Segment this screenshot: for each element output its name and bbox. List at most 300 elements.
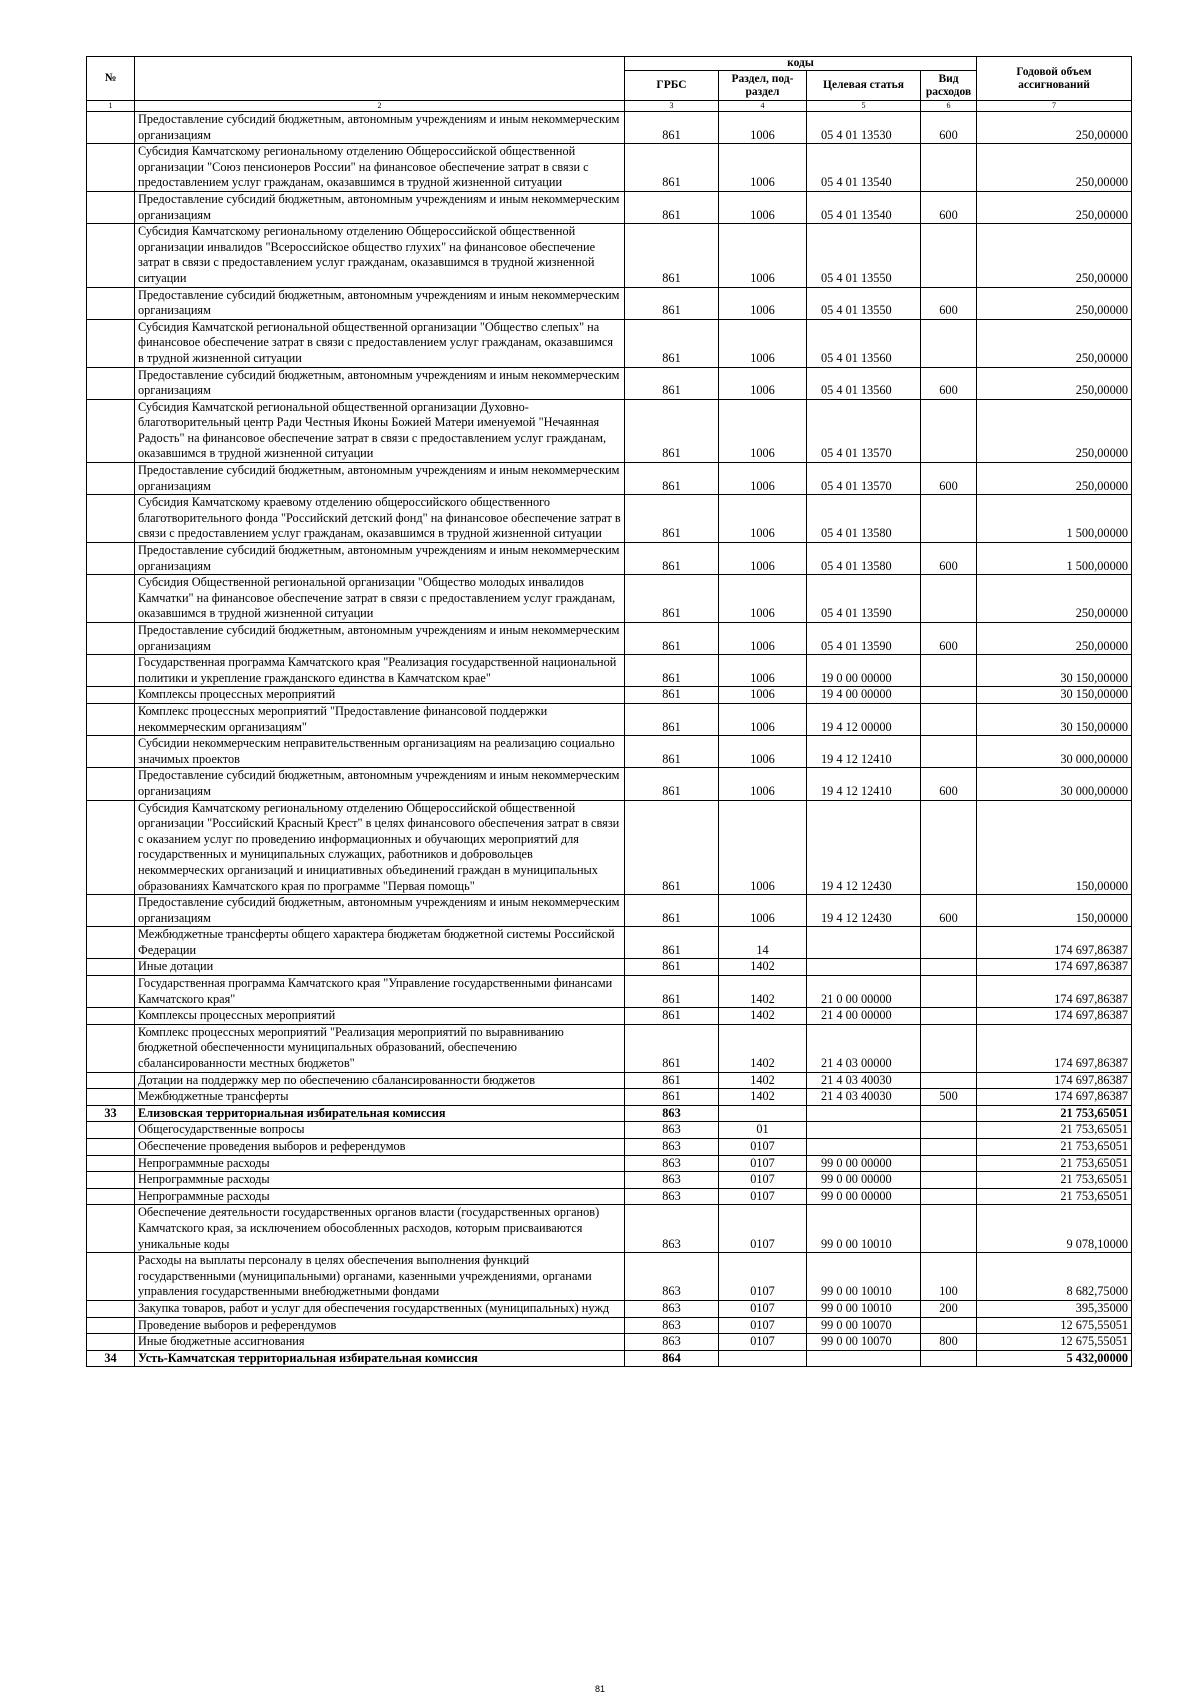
table-row [87,224,1132,287]
item-name: Комплексы процессных мероприятий [135,1008,625,1025]
table-row [87,1024,1132,1072]
grbs-code: 861 [625,1072,719,1089]
table-row [87,927,1132,959]
column-number: 2 [135,101,625,112]
row-number [87,959,135,976]
column-number: 5 [807,101,921,112]
row-number [87,1155,135,1172]
expense-type-code [921,655,977,687]
item-name: Непрограммные расходы [135,1172,625,1189]
target-article-code: 99 0 00 00000 [807,1172,921,1189]
table-row [87,1008,1132,1025]
row-number [87,112,135,144]
row-number [87,367,135,399]
grbs-code: 861 [625,736,719,768]
budget-table [86,56,1132,1367]
annual-amount: 21 753,65051 [977,1105,1132,1122]
table-row [87,768,1132,800]
grbs-code: 863 [625,1155,719,1172]
target-article-code: 19 4 12 12430 [807,895,921,927]
item-name: Предоставление субсидий бюджетным, автономным учреждениям и иным некоммерческим организациям [135,287,625,319]
razdel-code: 1402 [719,959,807,976]
header-grbs: ГРБС [625,71,719,101]
item-name: Общегосударственные вопросы [135,1122,625,1139]
razdel-code: 1006 [719,736,807,768]
item-name: Комплекс процессных мероприятий "Реализация мероприятий по выравниванию бюджетной обеспеченности муниципальных образований, обеспечению сбалансированности местных бюджетов" [135,1024,625,1072]
annual-amount: 21 753,65051 [977,1188,1132,1205]
annual-amount: 250,00000 [977,319,1132,367]
annual-amount: 9 078,10000 [977,1205,1132,1253]
annual-amount: 150,00000 [977,895,1132,927]
grbs-code: 861 [625,191,719,223]
item-name: Субсидия Камчатскому краевому отделению общероссийского общественного благотворительного фонда "Российский детский фонд" на финансовое обеспечение затрат в связи с предоставлением услуг гражданам, оказавшимся в трудной жизненной ситуации [135,495,625,543]
table-row [87,800,1132,895]
target-article-code: 99 0 00 00000 [807,1155,921,1172]
target-article-code: 05 4 01 13530 [807,112,921,144]
table-row [87,1188,1132,1205]
expense-type-code [921,703,977,735]
expense-type-code: 600 [921,287,977,319]
table-row [87,1172,1132,1189]
expense-type-code: 600 [921,895,977,927]
item-name: Межбюджетные трансферты общего характера бюджетам бюджетной системы Российской Федерации [135,927,625,959]
annual-amount: 21 753,65051 [977,1172,1132,1189]
target-article-code: 21 4 03 00000 [807,1024,921,1072]
annual-amount: 1 500,00000 [977,543,1132,575]
table-body [87,112,1132,1367]
razdel-code: 1006 [719,655,807,687]
row-number [87,1122,135,1139]
annual-amount: 12 675,55051 [977,1317,1132,1334]
item-name: Елизовская территориальная избирательная комиссия [135,1105,625,1122]
grbs-code: 861 [625,623,719,655]
item-name: Предоставление субсидий бюджетным, автономным учреждениям и иным некоммерческим организациям [135,543,625,575]
column-number-row [87,101,1132,112]
annual-amount: 174 697,86387 [977,976,1132,1008]
razdel-code: 0107 [719,1139,807,1156]
row-number [87,1317,135,1334]
annual-amount: 174 697,86387 [977,1089,1132,1106]
grbs-code: 861 [625,463,719,495]
expense-type-code: 600 [921,768,977,800]
table-row [87,1350,1132,1367]
razdel-code: 1006 [719,319,807,367]
target-article-code: 05 4 01 13590 [807,575,921,623]
expense-type-code: 600 [921,112,977,144]
target-article-code: 21 4 03 40030 [807,1072,921,1089]
expense-type-code [921,1205,977,1253]
row-number [87,655,135,687]
table-row [87,1334,1132,1351]
row-number [87,1188,135,1205]
table-header [87,57,1132,112]
item-name: Усть-Камчатская территориальная избирательная комиссия [135,1350,625,1367]
target-article-code [807,1350,921,1367]
razdel-code: 1006 [719,399,807,462]
razdel-code: 0107 [719,1334,807,1351]
target-article-code: 99 0 00 00000 [807,1188,921,1205]
target-article-code [807,1105,921,1122]
table-row [87,463,1132,495]
expense-type-code [921,1172,977,1189]
target-article-code [807,959,921,976]
target-article-code: 05 4 01 13550 [807,224,921,287]
item-name: Расходы на выплаты персоналу в целях обеспечения выполнения функций государственными (муниципальными) органами, казенными учреждениями, органами управления государственными внебюджетными фондами [135,1253,625,1301]
grbs-code: 861 [625,319,719,367]
annual-amount: 250,00000 [977,191,1132,223]
grbs-code: 863 [625,1317,719,1334]
grbs-code: 861 [625,1008,719,1025]
annual-amount: 30 000,00000 [977,736,1132,768]
razdel-code: 1006 [719,800,807,895]
row-number [87,703,135,735]
table-row [87,399,1132,462]
row-number [87,1024,135,1072]
item-name: Субсидия Камчатскому региональному отделению Общероссийской общественной организации "Российский Красный Крест" в целях финансового обеспечения затрат в связи с оказанием услуг по проведению информационных и обучающих мероприятий для государственных и муниципальных служащих, работников и добровольцев некоммерческих организаций и инициативных объединений граждан в муниципальных образованиях Камчатского края по программе "Первая помощь" [135,800,625,895]
annual-amount: 250,00000 [977,399,1132,462]
razdel-code [719,1350,807,1367]
annual-amount: 174 697,86387 [977,1024,1132,1072]
expense-type-code: 600 [921,543,977,575]
header-sum: Годовой объем ассигнований [977,57,1132,101]
table-row [87,495,1132,543]
item-name: Предоставление субсидий бюджетным, автономным учреждениям и иным некоммерческим организациям [135,463,625,495]
item-name: Субсидия Камчатскому региональному отделению Общероссийской общественной организации инвалидов "Всероссийское общество глухих" на финансовое обеспечение затрат в связи с предоставлением услуг гражданам, оказавшимся в трудной жизненной ситуации [135,224,625,287]
razdel-code: 1006 [719,495,807,543]
target-article-code [807,1139,921,1156]
annual-amount: 5 432,00000 [977,1350,1132,1367]
table-row [87,1300,1132,1317]
target-article-code: 05 4 01 13560 [807,319,921,367]
razdel-code: 1006 [719,768,807,800]
annual-amount: 250,00000 [977,367,1132,399]
grbs-code: 861 [625,800,719,895]
table-row [87,543,1132,575]
grbs-code: 864 [625,1350,719,1367]
target-article-code: 05 4 01 13560 [807,367,921,399]
razdel-code [719,1105,807,1122]
annual-amount: 30 000,00000 [977,768,1132,800]
razdel-code: 14 [719,927,807,959]
expense-type-code [921,575,977,623]
expense-type-code: 600 [921,623,977,655]
row-number [87,1205,135,1253]
grbs-code: 861 [625,575,719,623]
annual-amount: 250,00000 [977,463,1132,495]
annual-amount: 1 500,00000 [977,495,1132,543]
grbs-code: 863 [625,1334,719,1351]
razdel-code: 1402 [719,976,807,1008]
razdel-code: 1006 [719,224,807,287]
target-article-code: 99 0 00 10070 [807,1317,921,1334]
grbs-code: 861 [625,1089,719,1106]
row-number [87,191,135,223]
razdel-code: 1402 [719,1024,807,1072]
target-article-code: 19 4 12 12410 [807,768,921,800]
grbs-code: 861 [625,543,719,575]
row-number [87,1008,135,1025]
item-name: Закупка товаров, работ и услуг для обеспечения государственных (муниципальных) нужд [135,1300,625,1317]
expense-type-code [921,1024,977,1072]
row-number [87,1139,135,1156]
expense-type-code [921,1350,977,1367]
annual-amount: 12 675,55051 [977,1334,1132,1351]
target-article-code: 99 0 00 10010 [807,1253,921,1301]
table-row [87,1139,1132,1156]
annual-amount: 174 697,86387 [977,959,1132,976]
annual-amount: 21 753,65051 [977,1139,1132,1156]
grbs-code: 861 [625,687,719,704]
grbs-code: 861 [625,1024,719,1072]
expense-type-code [921,399,977,462]
row-number [87,463,135,495]
expense-type-code [921,959,977,976]
razdel-code: 0107 [719,1317,807,1334]
item-name: Государственная программа Камчатского края "Реализация государственной национальной политики и укрепление гражданского единства в Камчатском крае" [135,655,625,687]
grbs-code: 861 [625,655,719,687]
annual-amount: 30 150,00000 [977,655,1132,687]
annual-amount: 250,00000 [977,287,1132,319]
row-number: 33 [87,1105,135,1122]
razdel-code: 0107 [719,1172,807,1189]
target-article-code: 05 4 01 13540 [807,191,921,223]
table-row [87,1317,1132,1334]
annual-amount: 21 753,65051 [977,1122,1132,1139]
item-name: Предоставление субсидий бюджетным, автономным учреждениям и иным некоммерческим организациям [135,623,625,655]
razdel-code: 1006 [719,687,807,704]
grbs-code: 861 [625,768,719,800]
item-name: Дотации на поддержку мер по обеспечению сбалансированности бюджетов [135,1072,625,1089]
annual-amount: 30 150,00000 [977,687,1132,704]
item-name: Проведение выборов и референдумов [135,1317,625,1334]
header-no: № [87,57,135,101]
razdel-code: 1006 [719,112,807,144]
razdel-code: 0107 [719,1205,807,1253]
column-number: 4 [719,101,807,112]
item-name: Субсидии некоммерческим неправительственным организациям на реализацию социально значимых проектов [135,736,625,768]
table-row [87,1155,1132,1172]
item-name: Предоставление субсидий бюджетным, автономным учреждениям и иным некоммерческим организациям [135,367,625,399]
annual-amount: 395,35000 [977,1300,1132,1317]
grbs-code: 861 [625,112,719,144]
grbs-code: 861 [625,895,719,927]
target-article-code: 19 4 12 12410 [807,736,921,768]
row-number [87,319,135,367]
expense-type-code: 600 [921,367,977,399]
column-number: 6 [921,101,977,112]
razdel-code: 1006 [719,144,807,192]
row-number [87,623,135,655]
expense-type-code [921,495,977,543]
target-article-code: 05 4 01 13540 [807,144,921,192]
grbs-code: 863 [625,1172,719,1189]
row-number [87,1072,135,1089]
header-celevaya: Целевая статья [807,71,921,101]
item-name: Субсидия Камчатскому региональному отделению Общероссийской общественной организации "Союз пенсионеров России" на финансовое обеспечение затрат в связи с предоставлением услуг гражданам, оказавшимся в трудной жизненной ситуации [135,144,625,192]
header-name-blank [135,57,625,101]
razdel-code: 1006 [719,287,807,319]
target-article-code: 05 4 01 13580 [807,495,921,543]
target-article-code: 21 4 00 00000 [807,1008,921,1025]
table-row [87,287,1132,319]
annual-amount: 250,00000 [977,224,1132,287]
table-row [87,736,1132,768]
annual-amount: 174 697,86387 [977,927,1132,959]
table-row [87,319,1132,367]
row-number [87,144,135,192]
row-number [87,1172,135,1189]
row-number [87,976,135,1008]
item-name: Субсидия Камчатской региональной общественной организации Духовно-благотворительный центр Ради Честныя Иконы Божией Матери именуемой "Нечаянная Радость" на финансовое обеспечение затрат в связи с предоставлением услуг гражданам, оказавшимся в трудной жизненной ситуации [135,399,625,462]
table-row [87,1105,1132,1122]
grbs-code: 863 [625,1300,719,1317]
table-row [87,655,1132,687]
header-razdel: Раздел, под-раздел [719,71,807,101]
annual-amount: 250,00000 [977,623,1132,655]
item-name: Предоставление субсидий бюджетным, автономным учреждениям и иным некоммерческим организациям [135,112,625,144]
row-number [87,543,135,575]
row-number [87,495,135,543]
table-row [87,703,1132,735]
grbs-code: 861 [625,287,719,319]
razdel-code: 01 [719,1122,807,1139]
annual-amount: 174 697,86387 [977,1072,1132,1089]
target-article-code: 21 0 00 00000 [807,976,921,1008]
razdel-code: 1006 [719,623,807,655]
item-name: Непрограммные расходы [135,1188,625,1205]
annual-amount: 250,00000 [977,575,1132,623]
expense-type-code [921,1155,977,1172]
target-article-code: 99 0 00 10010 [807,1205,921,1253]
expense-type-code [921,224,977,287]
item-name: Непрограммные расходы [135,1155,625,1172]
row-number [87,1089,135,1106]
table-row [87,1205,1132,1253]
column-number: 1 [87,101,135,112]
table-row [87,1089,1132,1106]
razdel-code: 0107 [719,1300,807,1317]
table-row [87,144,1132,192]
razdel-code: 1006 [719,543,807,575]
item-name: Комплексы процессных мероприятий [135,687,625,704]
grbs-code: 861 [625,144,719,192]
header-codes: коды [625,57,977,71]
razdel-code: 1402 [719,1089,807,1106]
target-article-code: 05 4 01 13570 [807,399,921,462]
grbs-code: 861 [625,224,719,287]
annual-amount: 174 697,86387 [977,1008,1132,1025]
annual-amount: 250,00000 [977,112,1132,144]
grbs-code: 863 [625,1122,719,1139]
target-article-code: 99 0 00 10070 [807,1334,921,1351]
razdel-code: 1402 [719,1008,807,1025]
row-number [87,575,135,623]
target-article-code: 05 4 01 13580 [807,543,921,575]
table-row [87,367,1132,399]
target-article-code: 05 4 01 13590 [807,623,921,655]
expense-type-code: 200 [921,1300,977,1317]
item-name: Обеспечение проведения выборов и референдумов [135,1139,625,1156]
table-row [87,575,1132,623]
grbs-code: 861 [625,976,719,1008]
column-number: 3 [625,101,719,112]
item-name: Межбюджетные трансферты [135,1089,625,1106]
table-row [87,959,1132,976]
item-name: Предоставление субсидий бюджетным, автономным учреждениям и иным некоммерческим организациям [135,895,625,927]
table-row [87,687,1132,704]
item-name: Комплекс процессных мероприятий "Предоставление финансовой поддержки некоммерческим организациям" [135,703,625,735]
item-name: Субсидия Камчатской региональной общественной организации "Общество слепых" на финансовое обеспечение затрат в связи с предоставлением услуг гражданам, оказавшимся в трудной жизненной ситуации [135,319,625,367]
table-row [87,623,1132,655]
grbs-code: 861 [625,399,719,462]
grbs-code: 861 [625,959,719,976]
annual-amount: 150,00000 [977,800,1132,895]
grbs-code: 861 [625,367,719,399]
annual-amount: 30 150,00000 [977,703,1132,735]
item-name: Субсидия Общественной региональной организации "Общество молодых инвалидов Камчатки" на финансовое обеспечение затрат в связи с предоставлением услуг гражданам, оказавшимся в трудной жизненной ситуации [135,575,625,623]
expense-type-code [921,319,977,367]
row-number [87,895,135,927]
row-number [87,1300,135,1317]
expense-type-code [921,1008,977,1025]
expense-type-code [921,1122,977,1139]
razdel-code: 1006 [719,367,807,399]
grbs-code: 863 [625,1105,719,1122]
row-number: 34 [87,1350,135,1367]
item-name: Предоставление субсидий бюджетным, автономным учреждениям и иным некоммерческим организациям [135,768,625,800]
annual-amount: 8 682,75000 [977,1253,1132,1301]
table-row [87,112,1132,144]
razdel-code: 0107 [719,1253,807,1301]
expense-type-code [921,800,977,895]
razdel-code: 0107 [719,1155,807,1172]
target-article-code: 19 0 00 00000 [807,655,921,687]
header-vid: Вид расходов [921,71,977,101]
expense-type-code: 600 [921,191,977,223]
expense-type-code [921,687,977,704]
item-name: Предоставление субсидий бюджетным, автономным учреждениям и иным некоммерческим организациям [135,191,625,223]
item-name: Иные дотации [135,959,625,976]
row-number [87,1334,135,1351]
item-name: Иные бюджетные ассигнования [135,1334,625,1351]
target-article-code: 05 4 01 13570 [807,463,921,495]
grbs-code: 861 [625,703,719,735]
target-article-code [807,927,921,959]
target-article-code: 19 4 12 00000 [807,703,921,735]
row-number [87,768,135,800]
expense-type-code: 800 [921,1334,977,1351]
row-number [87,687,135,704]
row-number [87,1253,135,1301]
grbs-code: 863 [625,1139,719,1156]
target-article-code: 21 4 03 40030 [807,1089,921,1106]
razdel-code: 1006 [719,191,807,223]
expense-type-code [921,1072,977,1089]
annual-amount: 21 753,65051 [977,1155,1132,1172]
expense-type-code [921,976,977,1008]
target-article-code: 05 4 01 13550 [807,287,921,319]
expense-type-code [921,144,977,192]
razdel-code: 1006 [719,895,807,927]
expense-type-code [921,1105,977,1122]
item-name: Государственная программа Камчатского края "Управление государственными финансами Камчатского края" [135,976,625,1008]
razdel-code: 0107 [719,1188,807,1205]
column-number: 7 [977,101,1132,112]
razdel-code: 1006 [719,575,807,623]
grbs-code: 861 [625,495,719,543]
row-number [87,224,135,287]
expense-type-code [921,1188,977,1205]
